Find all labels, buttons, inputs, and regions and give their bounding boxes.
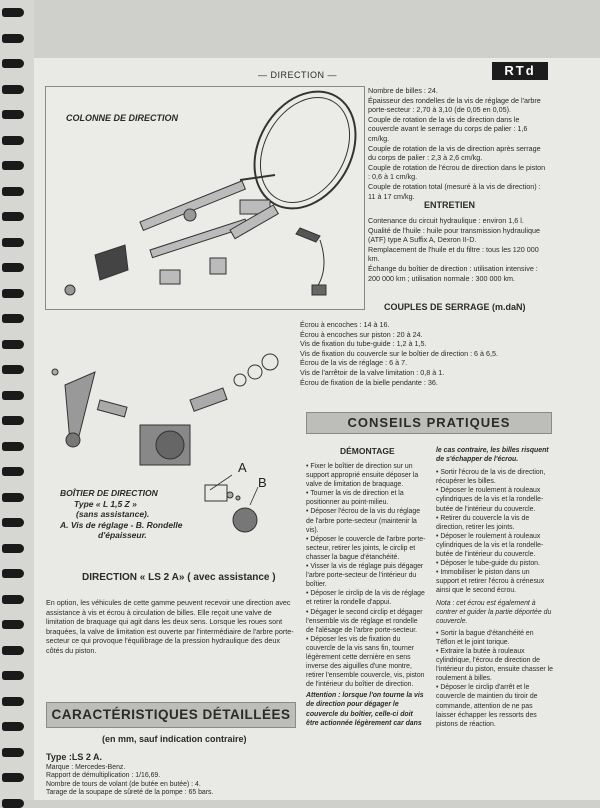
running-head: — DIRECTION — [258, 70, 338, 80]
entretien-line: Contenance du circuit hydraulique : environ 1,6 l. [368, 216, 524, 225]
caption-line: A. Vis de réglage - B. Rondelle [60, 519, 183, 530]
step: • Immobiliser le piston dans un support et retirer l'écrou à crénesux ainsi que le second écrou. [436, 569, 545, 595]
spec-line: Épaisseur des rondelles de la vis de réglage de l'arbre porte-secteur : 2,70 à 3,10 (de 0,05 en 0,05). [368, 95, 541, 115]
spec-line: Couple de rotation total (mesuré à la vis de direction) : 11 à 17 cm/kg. [368, 181, 541, 201]
type-specs [46, 764, 298, 798]
demontage-col-1 [306, 462, 426, 728]
figure-caption [60, 488, 183, 541]
step: • Retirer du couvercle la vis de direction, retirer les joints. [436, 514, 530, 531]
type-line: Tarage de la soupape de sûreté de la pompe : 65 bars. [46, 789, 214, 797]
caracteristiques-banner: CARACTÉRISTIQUES DÉTAILLÉES [46, 702, 296, 728]
attention-note: Attention : lorsque l'on tourne la vis de direction pour dégager le couvercle du boîtier, celle-ci doit être actionnée légèrement car dans [306, 692, 424, 727]
step: • Déposer le circlip de la vis de réglage et retirer la rondelle d'appui. [306, 590, 425, 607]
entretien-line: Échange du boîtier de direction : utilisation intensive : 200 000 km ; utilisation normale : 300 000 km. [368, 263, 538, 283]
step: • Tourner la vis de direction et la positionner au point-milieu. [306, 490, 404, 507]
specs-list [368, 86, 548, 201]
step: • Déposer le roulement à rouleaux cylindriques de la vis et la rondelle-butée de l'intérieur du couvercle. [436, 487, 544, 513]
step: • Déposer le couvercle de l'arbre porte-secteur, retirer les joints, le circlip et chasser la bague d'étanchéité. [306, 535, 426, 561]
column-drawing [65, 181, 326, 295]
demontage-heading: DÉMONTAGE [340, 446, 395, 456]
couple-line: Écrou à encoches : 14 à 16. [300, 320, 390, 329]
caption-line: Type « L 1,5 Z » [74, 498, 137, 509]
couple-line: Écrou de fixation de la bielle pendante : 36. [300, 377, 438, 387]
couple-line: Écrou à encoches sur piston : 20 à 24. [300, 329, 423, 339]
step: • Déposer le circlip d'arrêt et le couvercle de maintien du tiroir de commande, attention de ne pas laisser échapper les ressorts des pistons de réaction. [436, 684, 538, 728]
step: • Déposer les vis de fixation du couvercle de la vis sans fin, tourner légèrement cette dernière en sens inverse des aiguilles d'une montre, retirer l'ensemble couvercle, vis, piston de l'intérieur du boîtier de direction. [306, 635, 425, 689]
conseils-banner: CONSEILS PRATIQUES [306, 412, 552, 434]
couple-line: Vis de l'arrêtoir de la valve limitation : 0,8 à 1. [300, 367, 445, 377]
type-heading: Type :LS 2 A. [46, 752, 103, 762]
caracteristiques-subtitle: (en mm, sauf indication contraire) [102, 734, 247, 744]
type-line: Rapport de démultiplication : 1/16,69. [46, 772, 161, 780]
label-b: B [258, 475, 267, 490]
type-line: Nombre de tours de volant (de butée en butée) : 4. [46, 780, 201, 788]
nota-note: Nota : cet écrou est également à contrer et guider la partie déportée du couvercle. [436, 599, 552, 625]
type-line: Marque : Mercedes-Benz. [46, 764, 126, 771]
spec-line: Couple de rotation de la vis de direction après serrage du corps de palier : 2,3 à 2,6 cm/kg. [368, 143, 541, 163]
couple-line: Écrou de la vis de réglage : 6 à 7. [300, 358, 408, 368]
entretien-list [368, 216, 548, 283]
step: • Fixer le boîtier de direction sur un support approprié ensuite déposer la valve de limitation de braquage. [306, 463, 419, 489]
couples-heading: COUPLES DE SERRAGE (m.daN) [384, 302, 526, 312]
couple-line: Vis de fixation du tube-guide : 1,2 à 1,5. [300, 339, 427, 349]
ls2a-text: En option, les véhicules de cette gamme peuvent recevoir une direction avec assistance à vis et écrou à circulation de billes. Elle reçoit une valve de limitation de braquage qui agit dans les deux sens. Lorsque les roues sont braquées, la valve de limitation est ouverte par l'intermédiaire de l'arbre porte-secteur ce qui provoque l'équilibrage de la pression hydraulique des deux côtés du piston. [46, 598, 294, 655]
step: • Déposer l'écrou de la vis du réglage de l'arbre porte-secteur (maintenir la vis). [306, 508, 421, 534]
caption-line: d'épaisseur. [98, 530, 147, 540]
ls2a-heading: DIRECTION « LS 2 A» ( avec assistance ) [82, 572, 276, 583]
figure-title: COLONNE DE DIRECTION [66, 113, 179, 123]
spec-line: Couple de rotation de la vis de direction dans le couvercle avant le serrage du corps de palier : 1,6 cm/kg. [368, 114, 528, 143]
caption-line: (sans assistance). [76, 509, 150, 519]
spec-line: Couple de rotation de l'écrou de direction dans le piston : 0,6 à 1 cm/kg. [368, 162, 546, 182]
spec-line: Nombre de billes : 24. [368, 86, 438, 95]
step: • Dégager le second circlip et dégager l'ensemble vis de réglage et rondelle de l'alésage de l'arbre porte-secteur. [306, 608, 423, 634]
step: • Extraire la butée à rouleaux cylindrique, l'écrou de direction de l'intérieur du piston, ensuite chasser le roulement à billes. [436, 647, 553, 683]
entretien-heading: ENTRETIEN [424, 200, 476, 210]
caption-line: BOÎTIER DE DIRECTION [60, 488, 158, 498]
couples-list [300, 320, 550, 387]
demontage-col-2 [436, 446, 554, 729]
col2-intro: le cas contraire, les billes risquent de s'échapper de l'écrou. [436, 447, 549, 464]
step: • Sortir la bague d'étanchéité en Téflon et le joint torique. [436, 629, 534, 646]
step: • Visser la vis de réglage puis dégager l'arbre porte-secteur de l'intérieur du boîtier. [306, 563, 424, 589]
step: • Sortir l'écrou de la vis de direction, récupérer les billes. [436, 469, 546, 486]
entretien-line: Remplacement de l'huile et du filtre : tous les 120 000 km. [368, 244, 539, 264]
step: • Déposer le tube-guide du piston. [436, 560, 540, 568]
step: • Déposer le roulement à rouleaux cylindriques de la vis et la rondelle-butée de l'intérieur du couvercle. [436, 532, 544, 559]
entretien-line: Qualité de l'huile : huile pour transmission hydraulique (ATF) type A Suffix A, Dexron II-D. [368, 225, 540, 245]
rtd-logo: RTd [492, 62, 548, 80]
label-a: A [238, 460, 247, 475]
couple-line: Vis de fixation du couvercle sur le boîtier de direction : 6 à 6,5. [300, 348, 499, 358]
